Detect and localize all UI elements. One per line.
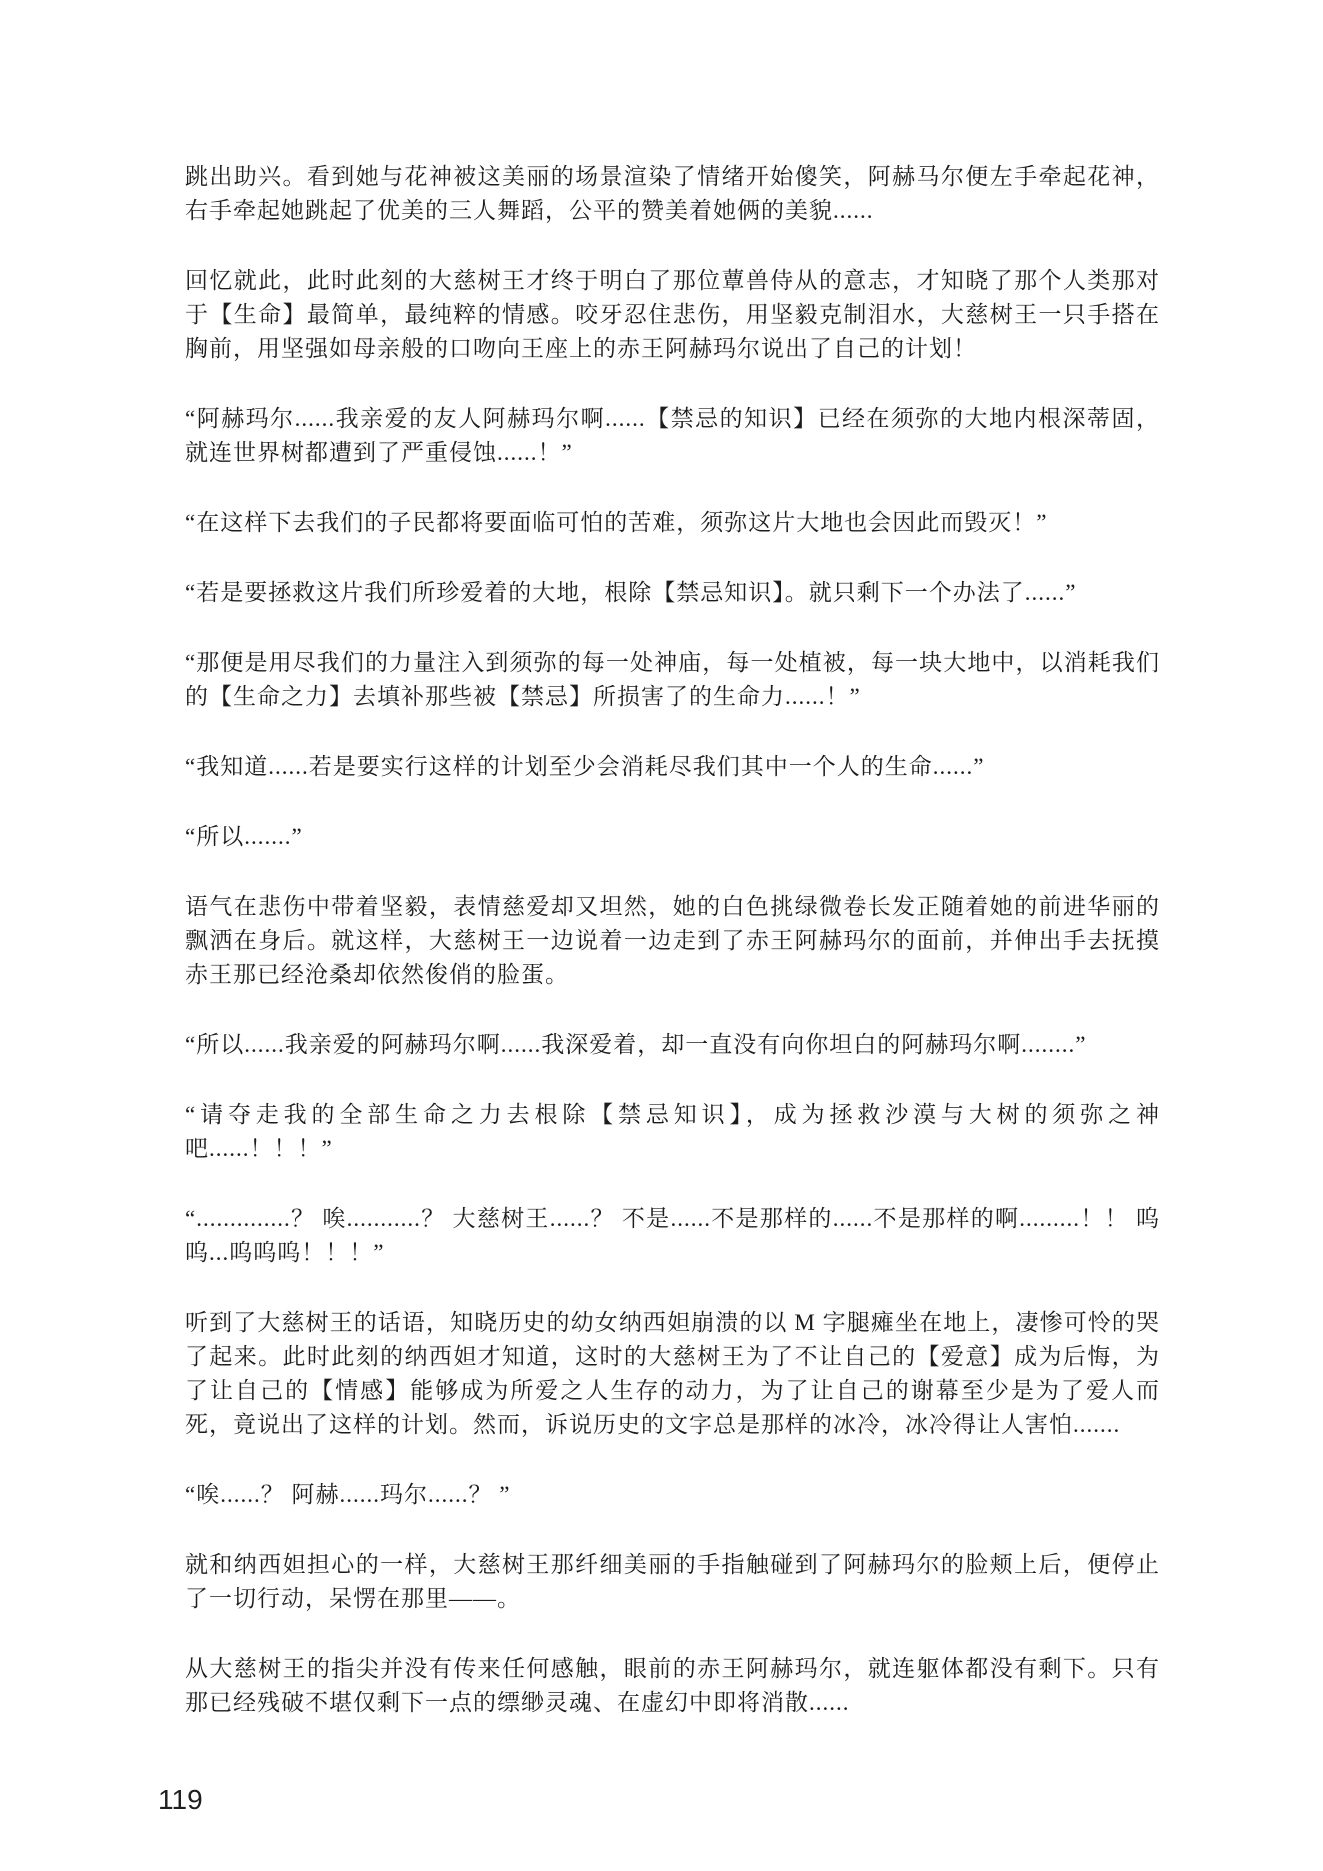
- paragraph: “在这样下去我们的子民都将要面临可怕的苦难，须弥这片大地也会因此而毁灭！”: [185, 510, 1048, 535]
- paragraph: “那便是用尽我们的力量注入到须弥的每一处神庙，每一处植被，每一块大地中，以消耗我们的【生命之力】去填补那些被【禁忌】所损害了的生命力......！”: [185, 650, 1160, 709]
- paragraph: “..............？ 唉...........？ 大慈树王......？ 不是......不是那样的......不是那样的啊.........！！ 呜呜...呜呜呜！！！”: [185, 1206, 1160, 1265]
- paragraph: “我知道......若是要实行这样的计划至少会消耗尽我们其中一个人的生命......”: [185, 754, 985, 779]
- paragraph: 听到了大慈树王的话语，知晓历史的幼女纳西妲崩溃的以 M 字腿瘫坐在地上，凄惨可怜的哭了起来。此时此刻的纳西妲才知道，这时的大慈树王为了不让自己的【爱意】成为后悔，为了让自己的【情感】能够成为所爱之人生存的动力，为了让自己的谢幕至少是为了爱人而死，竟说出了这样的计划。然而，诉说历史的文字总是那样的冰冷，冰冷得让人害怕.......: [185, 1310, 1160, 1437]
- paragraph: “阿赫玛尔......我亲爱的友人阿赫玛尔啊......【禁忌的知识】已经在须弥的大地内根深蒂固，就连世界树都遭到了严重侵蚀......！”: [185, 406, 1160, 465]
- paragraph: “所以.......”: [185, 824, 303, 849]
- paragraph: 从大慈树王的指尖并没有传来任何感触，眼前的赤王阿赫玛尔，就连躯体都没有剩下。只有那已经残破不堪仅剩下一点的缥缈灵魂、在虚幻中即将消散......: [185, 1656, 1160, 1715]
- paragraph: 跳出助兴。看到她与花神被这美丽的场景渲染了情绪开始傻笑，阿赫马尔便左手牵起花神，右手牵起她跳起了优美的三人舞蹈，公平的赞美着她俩的美貌......: [185, 164, 1160, 223]
- paragraph: 回忆就此，此时此刻的大慈树王才终于明白了那位蕈兽侍从的意志，才知晓了那个人类那对于【生命】最简单，最纯粹的情感。咬牙忍住悲伤，用坚毅克制泪水，大慈树王一只手搭在胸前，用坚强如母亲般的口吻向王座上的赤王阿赫玛尔说出了自己的计划！: [185, 268, 1160, 361]
- paragraph: “若是要拯救这片我们所珍爱着的大地，根除【禁忌知识】。就只剩下一个办法了......”: [185, 580, 1077, 605]
- page-number: 119: [158, 1784, 203, 1815]
- paragraph: “请夺走我的全部生命之力去根除【禁忌知识】，成为拯救沙漠与大树的须弥之神吧......！！！”: [185, 1102, 1160, 1161]
- paragraph: 就和纳西妲担心的一样，大慈树王那纤细美丽的手指触碰到了阿赫玛尔的脸颊上后，便停止了一切行动，呆愣在那里——。: [185, 1552, 1160, 1611]
- paragraph: 语气在悲伤中带着坚毅，表情慈爱却又坦然，她的白色挑绿微卷长发正随着她的前进华丽的飘洒在身后。就这样，大慈树王一边说着一边走到了赤王阿赫玛尔的面前，并伸出手去抚摸赤王那已经沧桑却依然俊俏的脸蛋。: [185, 894, 1160, 987]
- paragraph: “所以......我亲爱的阿赫玛尔啊......我深爱着，却一直没有向你坦白的阿赫玛尔啊........”: [185, 1032, 1087, 1057]
- paragraph: “唉......？ 阿赫......玛尔......？ ”: [185, 1482, 511, 1507]
- text-content: [185, 160, 1160, 1756]
